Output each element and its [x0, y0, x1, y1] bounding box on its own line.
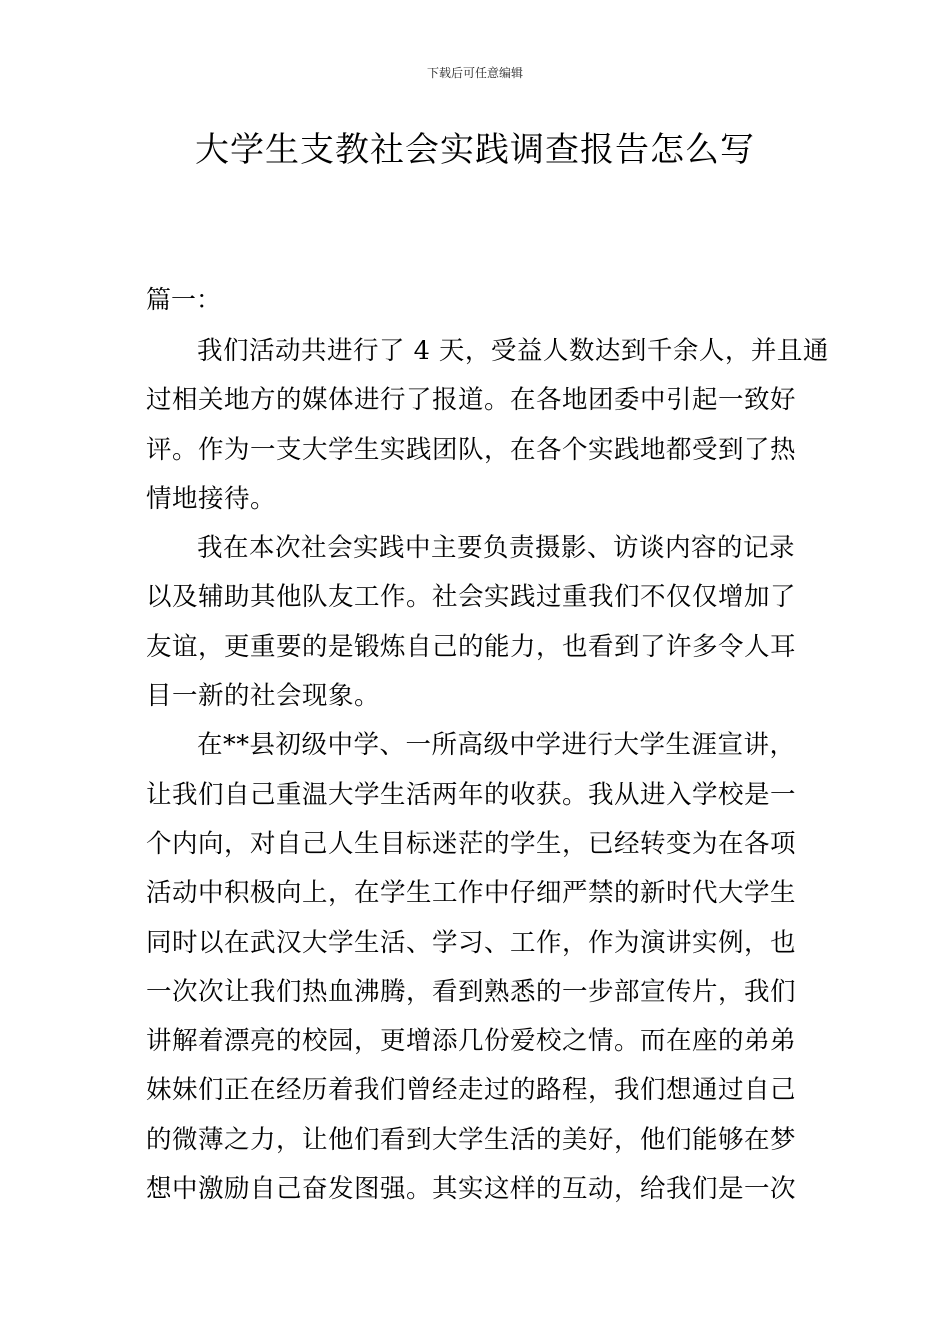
paragraph-2 — [146, 524, 806, 721]
paragraph-3 — [146, 721, 806, 1214]
text-line: 讲解着漂亮的校园，更增添几份爱校之情。而在座的弟弟 — [146, 1026, 797, 1057]
document-title: 大学生支教社会实践调查报告怎么写 — [195, 130, 755, 170]
text-line: 的微薄之力，让他们看到大学生活的美好，他们能够在梦 — [146, 1124, 797, 1155]
text-line: 友谊，更重要的是锻炼自己的能力，也看到了许多令人耳 — [146, 631, 797, 662]
text-line: 个内向，对自己人生目标迷茫的学生，已经转变为在各项 — [146, 828, 797, 859]
text-line: 让我们自己重温大学生活两年的收获。我从进入学校是一 — [146, 779, 797, 810]
header-note: 下载后可任意编辑 — [426, 66, 523, 80]
text-line: 评。作为一支大学生实践团队，在各个实践地都受到了热 — [146, 434, 797, 465]
text-line: 我在本次社会实践中主要负责摄影、访谈内容的记录 — [197, 533, 796, 564]
section-heading: 篇一： — [146, 285, 222, 314]
text-line: 一次次让我们热血沸腾，看到熟悉的一步部宣传片，我们 — [146, 976, 797, 1007]
text-line: 在**县初级中学、一所高级中学进行大学生涯宣讲， — [197, 730, 796, 761]
document-body — [146, 327, 829, 1214]
text-line: 过相关地方的媒体进行了报道。在各地团委中引起一致好 — [146, 385, 797, 416]
text-line: 活动中积极向上，在学生工作中仔细严禁的新时代大学生 — [146, 878, 797, 909]
text-line: 我们活动共进行了 4 天，受益人数达到千余人，并且通 — [197, 336, 829, 366]
text-line: 以及辅助其他队友工作。社会实践过重我们不仅仅增加了 — [146, 582, 797, 613]
text-line: 目一新的社会现象。 — [146, 681, 381, 712]
text-line: 妹妹们正在经历着我们曾经走过的路程，我们想通过自己 — [146, 1075, 797, 1106]
paragraph-1 — [146, 327, 829, 524]
text-line: 同时以在武汉大学生活、学习、工作，作为演讲实例，也 — [146, 927, 797, 958]
text-line: 想中激励自己奋发图强。其实这样的互动，给我们是一次 — [146, 1174, 797, 1205]
text-line: 情地接待。 — [146, 483, 277, 514]
